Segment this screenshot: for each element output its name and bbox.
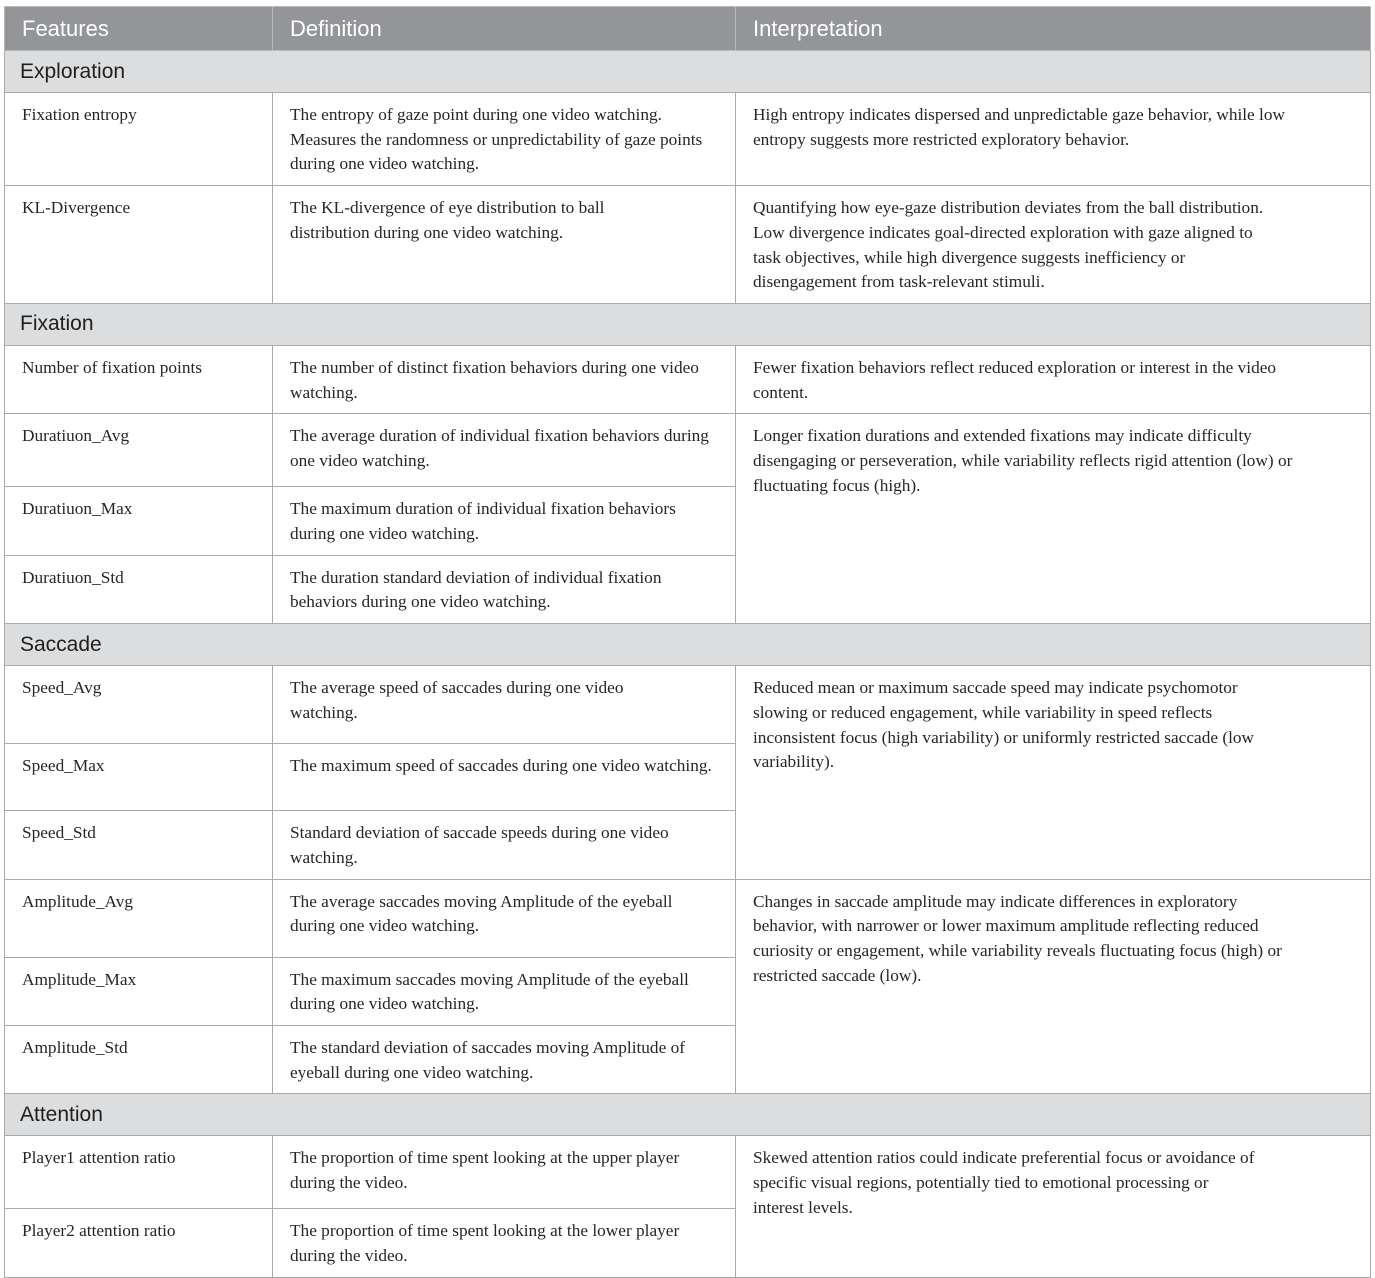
feature-cell: Duratiuon_Avg: [5, 414, 273, 487]
section-row-exploration: [5, 51, 1371, 93]
definition-cell: The maximum saccades moving Amplitude of the eyeball during one video watching.: [273, 957, 736, 1025]
definition-cell: The maximum duration of individual fixation behaviors during one video watching.: [273, 487, 736, 555]
interpretation-cell: Fewer fixation behaviors reflect reduced exploration or interest in the video content.: [736, 345, 1371, 413]
interpretation-cell: Skewed attention ratios could indicate preferential focus or avoidance of specific visual regions, potentially tied to emotional processing or interest levels.: [736, 1136, 1371, 1277]
table-row: [5, 414, 1371, 487]
feature-cell: Amplitude_Max: [5, 957, 273, 1025]
feature-cell: Amplitude_Avg: [5, 879, 273, 957]
definition-cell: The standard deviation of saccades moving Amplitude of eyeball during one video watching.: [273, 1025, 736, 1093]
interpretation-cell: Changes in saccade amplitude may indicate differences in exploratory behavior, with narrower or lower maximum amplitude reflecting reduced curiosity or engagement, while variability reveals fluctuating focus (high) or restricted saccade (low).: [736, 879, 1371, 1094]
feature-cell: Duratiuon_Std: [5, 555, 273, 623]
section-title: Fixation: [5, 303, 1371, 345]
definition-cell: Standard deviation of saccade speeds during one video watching.: [273, 811, 736, 879]
feature-cell: Fixation entropy: [5, 93, 273, 186]
section-row-attention: [5, 1094, 1371, 1136]
definition-cell: The maximum speed of saccades during one video watching.: [273, 744, 736, 811]
feature-cell: Player2 attention ratio: [5, 1209, 273, 1277]
feature-cell: Speed_Avg: [5, 666, 273, 744]
feature-cell: Duratiuon_Max: [5, 487, 273, 555]
interpretation-cell: High entropy indicates dispersed and unpredictable gaze behavior, while low entropy suggests more restricted exploratory behavior.: [736, 93, 1371, 186]
interpretation-cell: Reduced mean or maximum saccade speed may indicate psychomotor slowing or reduced engagement, while variability in speed reflects inconsistent focus (high variability) or uniformly restricted saccade (low variability).: [736, 666, 1371, 879]
table-row: [5, 879, 1371, 957]
definition-cell: The average saccades moving Amplitude of the eyeball during one video watching.: [273, 879, 736, 957]
definition-cell: The number of distinct fixation behaviors during one video watching.: [273, 345, 736, 413]
header-definition: Definition: [273, 7, 736, 51]
feature-cell: KL-Divergence: [5, 186, 273, 304]
feature-cell: Speed_Std: [5, 811, 273, 879]
table-row: [5, 93, 1371, 186]
section-title: Attention: [5, 1094, 1371, 1136]
feature-cell: Speed_Max: [5, 744, 273, 811]
section-title: Exploration: [5, 51, 1371, 93]
feature-cell: Player1 attention ratio: [5, 1136, 273, 1209]
features-table: [4, 6, 1371, 1278]
header-features: Features: [5, 7, 273, 51]
definition-cell: The proportion of time spent looking at the upper player during the video.: [273, 1136, 736, 1209]
section-row-saccade: [5, 624, 1371, 666]
header-row: [5, 7, 1371, 51]
interpretation-cell: Quantifying how eye-gaze distribution deviates from the ball distribution. Low divergence indicates goal-directed exploration with gaze aligned to task objectives, while high divergence suggests inefficiency or disengagement from task-relevant stimuli.: [736, 186, 1371, 304]
definition-cell: The average duration of individual fixation behaviors during one video watching.: [273, 414, 736, 487]
table-row: [5, 345, 1371, 413]
header-interpretation: Interpretation: [736, 7, 1371, 51]
table-row: [5, 1136, 1371, 1209]
definition-cell: The proportion of time spent looking at the lower player during the video.: [273, 1209, 736, 1277]
feature-cell: Amplitude_Std: [5, 1025, 273, 1093]
definition-cell: The duration standard deviation of individual fixation behaviors during one video watching.: [273, 555, 736, 623]
interpretation-cell: Longer fixation durations and extended fixations may indicate difficulty disengaging or perseveration, while variability reflects rigid attention (low) or fluctuating focus (high).: [736, 414, 1371, 624]
table-row: [5, 186, 1371, 304]
definition-cell: The KL-divergence of eye distribution to ball distribution during one video watching.: [273, 186, 736, 304]
definition-cell: The average speed of saccades during one video watching.: [273, 666, 736, 744]
section-title: Saccade: [5, 624, 1371, 666]
feature-cell: Number of fixation points: [5, 345, 273, 413]
section-row-fixation: [5, 303, 1371, 345]
definition-cell: The entropy of gaze point during one video watching. Measures the randomness or unpredictability of gaze points during one video watching.: [273, 93, 736, 186]
table-row: [5, 666, 1371, 744]
